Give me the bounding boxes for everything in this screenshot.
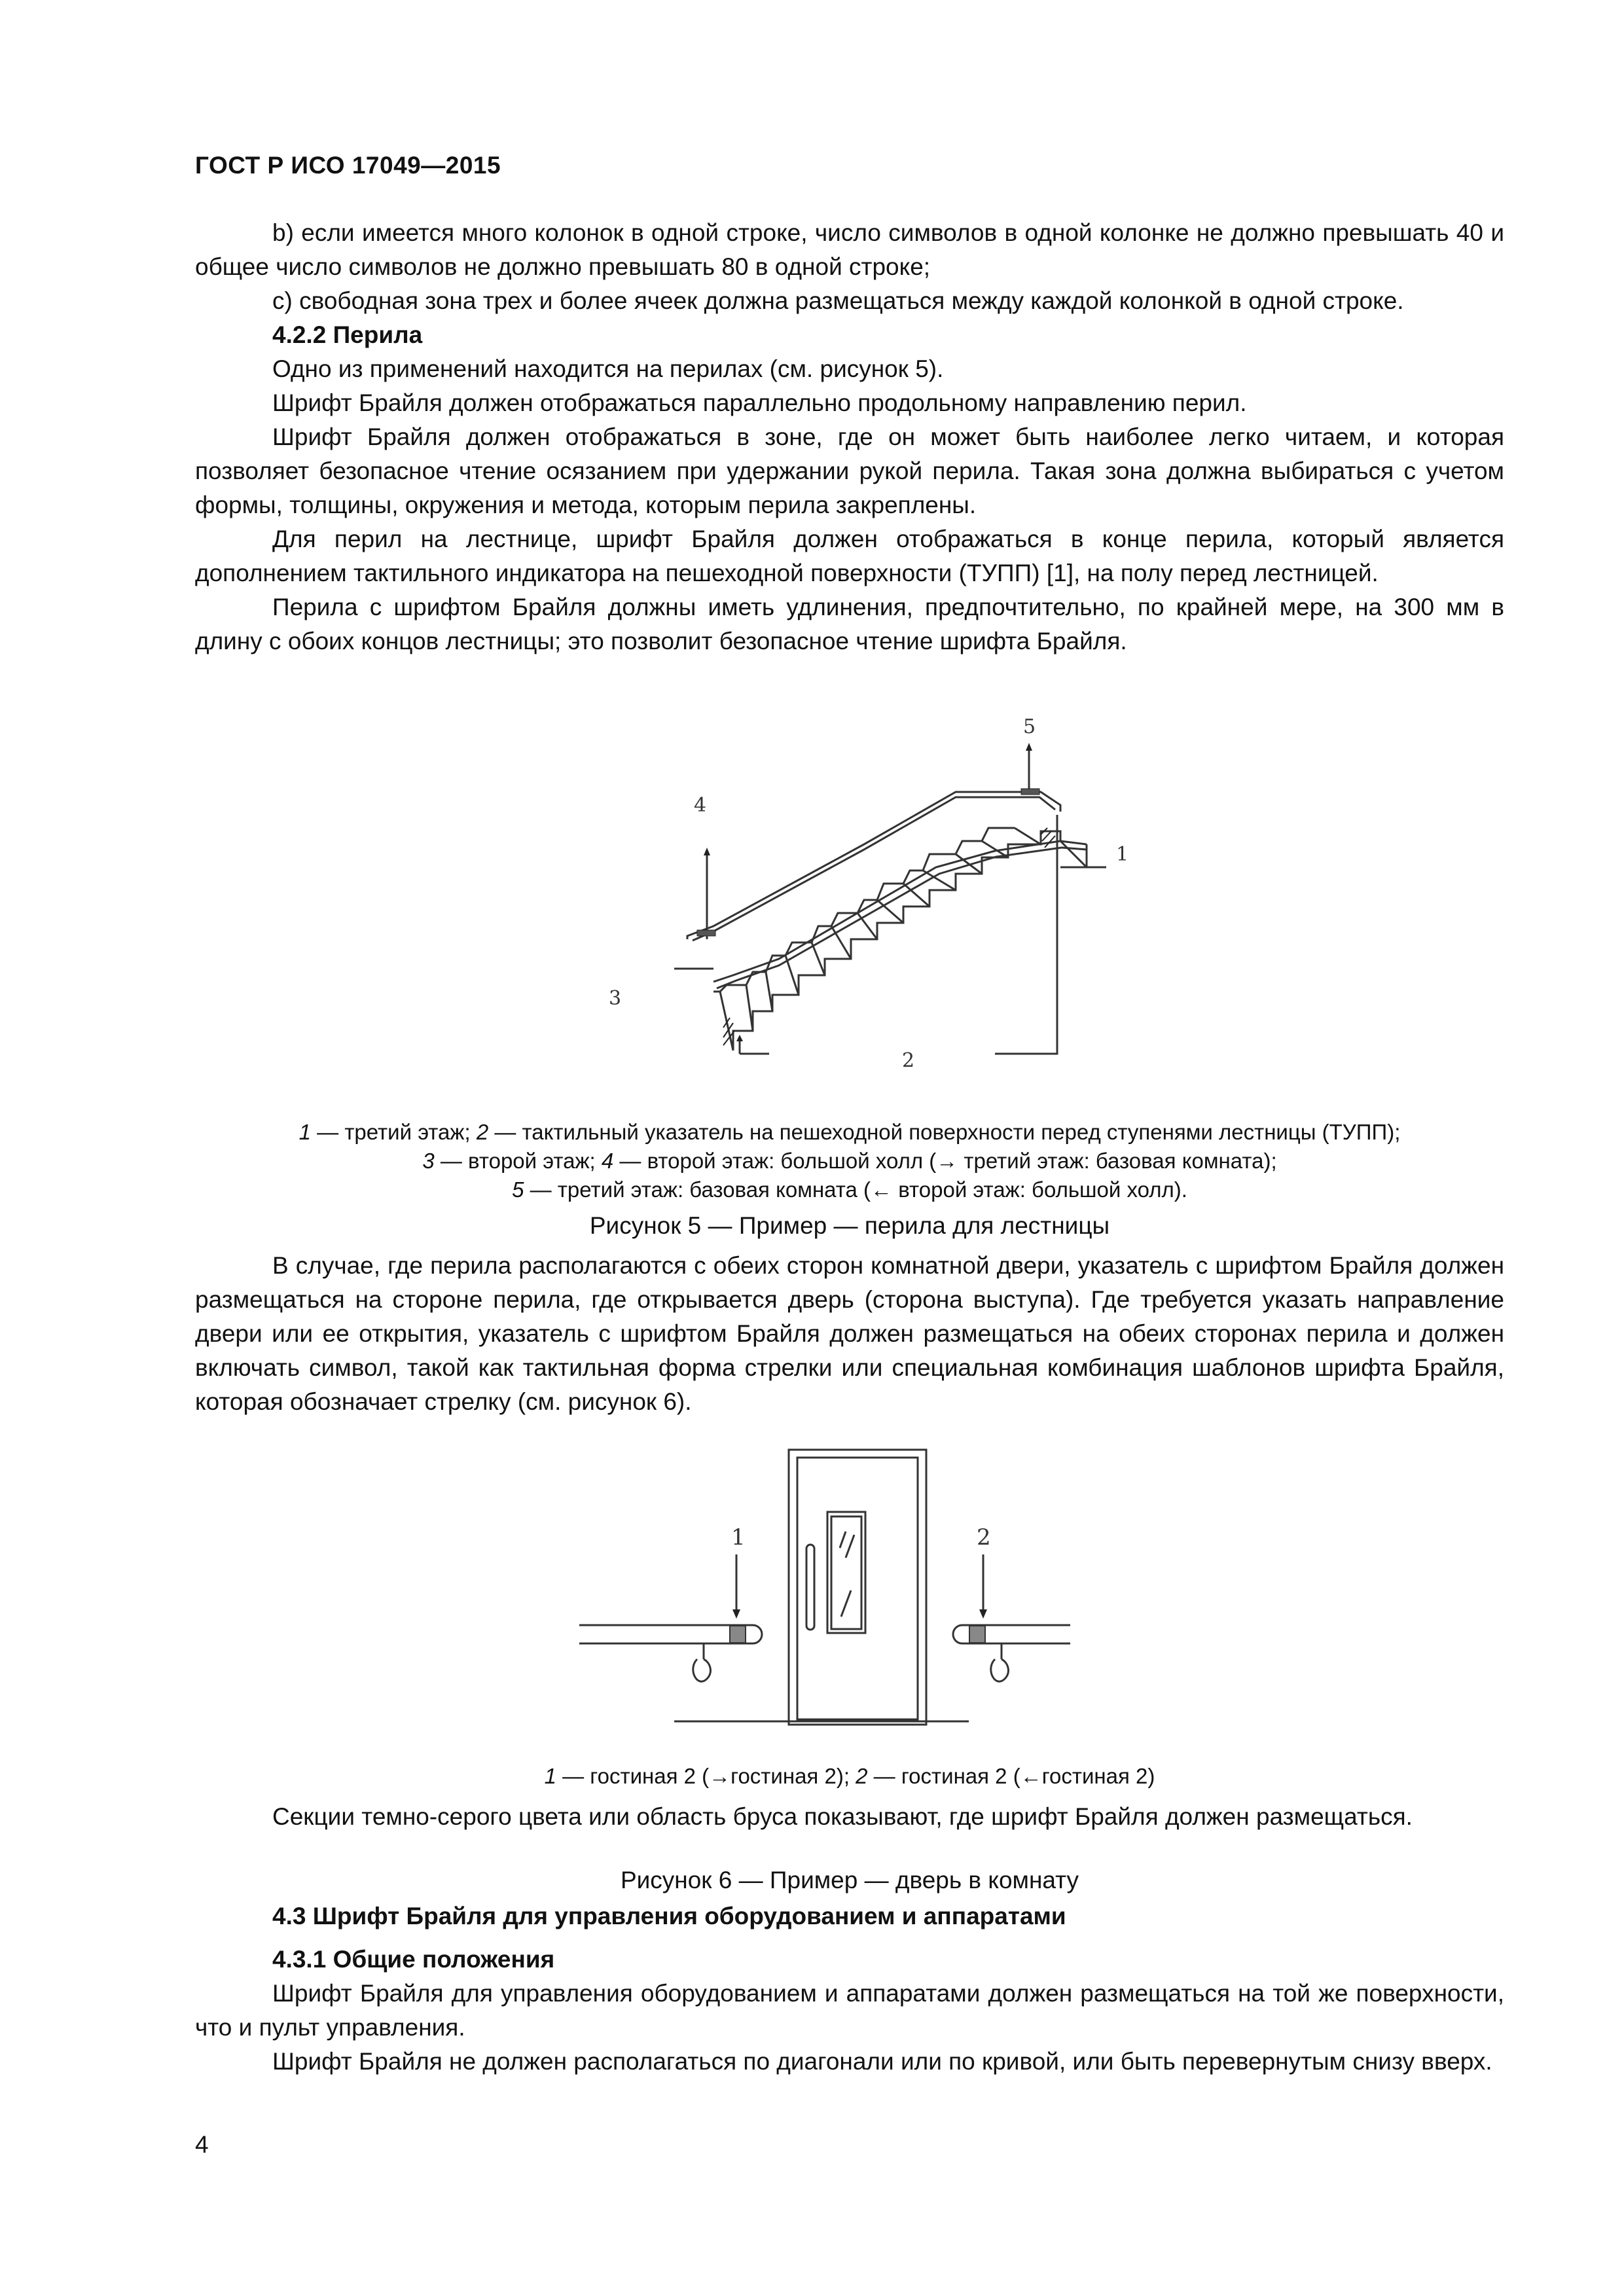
section-4-2-text <box>195 216 1504 658</box>
callout-4: 4 <box>694 794 707 817</box>
paragraph-railings-intro: Одно из применений находится на перилах (см. рисунок 5). <box>272 355 944 382</box>
paragraph-orientation: Шрифт Брайля не должен располагаться по диагонали или по кривой, или быть перевернутым снизу вверх. <box>272 2048 1492 2075</box>
heading-4-3: 4.3 Шрифт Брайля для управления оборудованием и аппаратами <box>272 1903 1066 1929</box>
heading-4-2-2: 4.2.2 Перила <box>272 321 423 348</box>
paragraph-control-surface: Шрифт Брайля для управления оборудованием и аппаратами должен размещаться на той же поверхности, что и пульт управления. <box>195 1980 1504 2041</box>
paragraph-stairs: Для перил на лестнице, шрифт Брайля должен отображаться в конце перила, который является дополнением тактильного индикатора на пешеходной поверхности (ТУПП) [1], на полу перед лестницей. <box>195 526 1504 586</box>
door-handle <box>806 1545 814 1630</box>
paragraph-b: b) если имеется много колонок в одной строке, число символов в одной колонке не должно превышать 40 и общее число символов не должно превышать 80 в одной строке; <box>195 219 1504 280</box>
section-door-text <box>195 1249 1504 1419</box>
paragraph-c: c) свободная зона трех и более ячеек должна размещаться между каждой колонкой в одной строке. <box>272 287 1404 314</box>
paragraph-zone: Шрифт Брайля должен отображаться в зоне, где он может быть наиболее легко читаем, и которая позволяет безопасное чтение осязанием при удержании рукой перила. Такая зона должна выбираться с учетом формы, толщины, окружения и метода, которым перила закреплены. <box>195 423 1504 518</box>
page-number: 4 <box>195 2131 209 2158</box>
figure-5-legend: 1 — третий этаж; 2 — тактильный указатель на пешеходной поверхности перед ступенями лестницы (ТУПП); 3 — второй этаж; 4 — второй этаж: большой холл (→ третий этаж: базовая комната); 5 — третий этаж: базовая комната (← второй этаж: большой холл). <box>298 1120 1401 1202</box>
door-window <box>827 1512 865 1633</box>
heading-4-3-1: 4.3.1 Общие положения <box>272 1946 555 1973</box>
figure-6-title: Рисунок 6 — Пример — дверь в комнату <box>620 1867 1079 1893</box>
upper-railing <box>687 792 1060 939</box>
door-leaf <box>797 1458 918 1719</box>
braille-zone-left <box>730 1626 746 1643</box>
figure-6-legend: 1 — гостиная 2 (→гостиная 2); 2 — гостиная 2 (←гостиная 2) <box>544 1764 1155 1788</box>
figure-5-stair-diagram <box>589 710 1178 1077</box>
door-callout-2: 2 <box>977 1524 991 1551</box>
section-4-3-text <box>195 1899 1504 2079</box>
door-callout-1: 1 <box>731 1524 746 1551</box>
figure-6-door-diagram <box>576 1443 1074 1738</box>
paragraph-extensions: Перила с шрифтом Брайля должны иметь удлинения, предпочтительно, по крайней мере, на 300 мм в длину с обоих концов лестницы; это позволит безопасное чтение шрифта Брайля. <box>195 594 1504 655</box>
callout-1: 1 <box>1116 843 1129 866</box>
braille-zone-right <box>969 1626 985 1643</box>
paragraph-parallel: Шрифт Брайля должен отображаться параллельно продольному направлению перил. <box>272 389 1247 416</box>
paragraph-door: В случае, где перила располагаются с обеих сторон комнатной двери, указатель с шрифтом Брайля должен размещаться на стороне перила, где открывается дверь (сторона выступа). Где требуется указать направление двери или ее открытия, указатель с шрифтом Брайля должен размещаться на обеих сторонах перила и должен включать символ, такой как тактильная форма стрелки или специальная комбинация шаблонов шрифта Брайля, которая обозначает стрелку (см. рисунок 6). <box>195 1252 1504 1415</box>
callout-5: 5 <box>1023 715 1036 738</box>
callout-2-line-right <box>995 815 1057 1054</box>
figure-5-title: Рисунок 5 — Пример — перила для лестницы <box>589 1212 1110 1239</box>
figure-6-note: Секции темно-серого цвета или область бруса показывают, где шрифт Брайля должен размещаться. <box>272 1803 1413 1830</box>
callout-3: 3 <box>609 987 622 1010</box>
front-stair-profile <box>733 831 1060 1050</box>
standard-header: ГОСТ Р ИСО 17049—2015 <box>195 152 501 179</box>
callout-2: 2 <box>902 1049 915 1072</box>
braille-strip-upper <box>1021 789 1039 795</box>
door-frame <box>789 1450 926 1725</box>
braille-strip-lower <box>697 930 715 936</box>
